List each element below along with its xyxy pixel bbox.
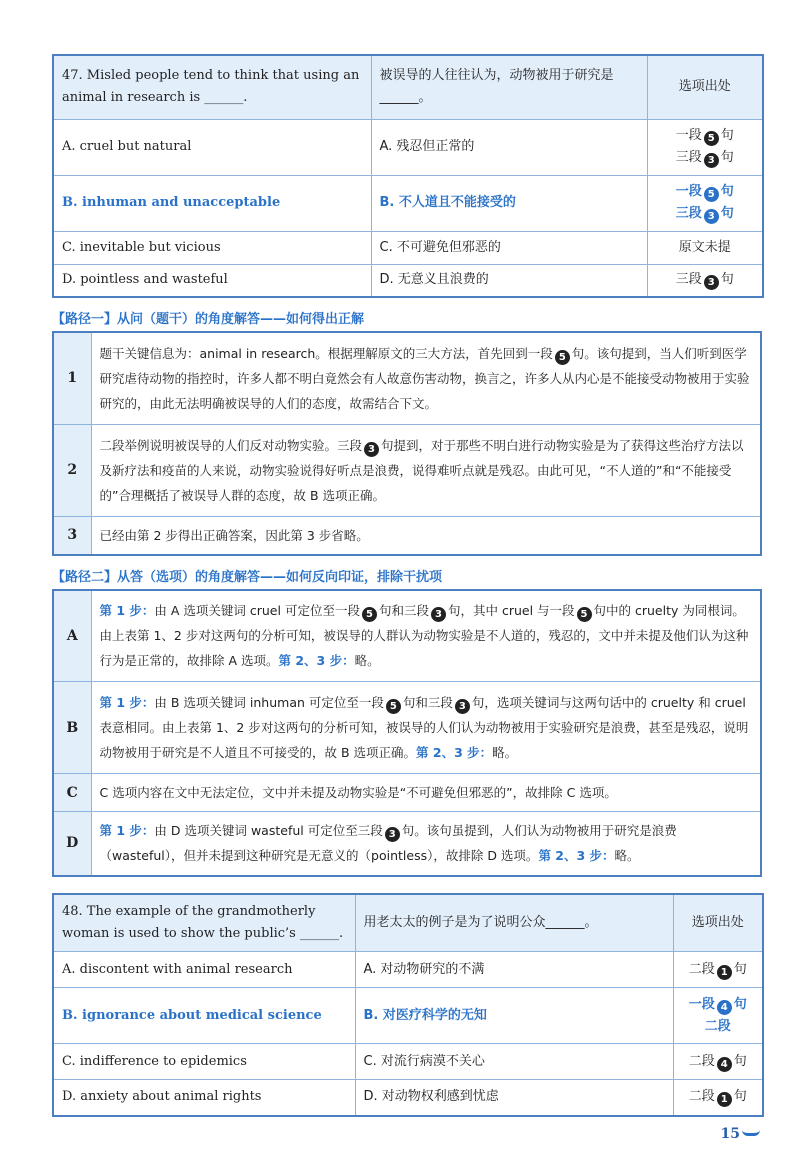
option-label: C xyxy=(53,774,91,812)
option-en: A. discontent with animal research xyxy=(53,952,355,988)
option-row-b-correct xyxy=(53,988,763,1044)
step-row xyxy=(53,332,761,424)
sentence-number-icon: 5 xyxy=(704,131,719,146)
path-two-table xyxy=(52,589,762,877)
option-cn: C. 对流行病漠不关心 xyxy=(355,1044,673,1080)
option-label: A xyxy=(53,590,91,682)
question-47-en: 47. Misled people tend to think that using an animal in research is ______. xyxy=(53,55,371,119)
option-analysis-text: 第 1 步：由 A 选项关键词 cruel 可定位至一段 5 句和三段 3 句，其中 cruel 与一段 5 句中的 cruelty 为同根词。由上表第 1、2 步对这两句的分析可知，被误导的人群认为动物实验是不人道的，残忍的，文中并未提及他们认为这种行为是正常的，故排除 A 选项。第 2、3 步：略。 xyxy=(91,590,761,682)
option-row-a xyxy=(53,119,763,175)
option-row-b-correct xyxy=(53,175,763,231)
sentence-number-icon: 3 xyxy=(704,275,719,290)
option-en: D. pointless and wasteful xyxy=(53,264,371,297)
step-text: 二段举例说明被误导的人们反对动物实验。三段 3 句提到，对于那些不明白进行动物实验是为了获得这些治疗方法以及新疗法和疫苗的人来说，动物实验说得好听点是浪费，说得难听点就是残忍。由此可见，“不人道的”和“不能接受的”合理概括了被误导人群的态度，故 B 选项正确。 xyxy=(91,424,761,516)
step-number: 1 xyxy=(53,332,91,424)
option-en: B. ignorance about medical science xyxy=(53,988,355,1044)
step-text: 题干关键信息为：animal in research。根据理解原文的三大方法，首先回到一段 5 句。该句提到，当人们听到医学研究虐待动物的指控时，许多人都不明白竟然会有人故意伤害动物，换言之，许多人从内心是不能接受动物被用于实验研究的，由此无法明确被误导的人们的态度，故需结合下文。 xyxy=(91,332,761,424)
sentence-number-icon: 1 xyxy=(717,965,732,980)
question-47-cn: 被误导的人往往认为，动物被用于研究是______。 xyxy=(371,55,647,119)
question-48-cn: 用老太太的例子是为了说明公众______。 xyxy=(355,894,673,952)
question-47-table xyxy=(52,54,764,298)
option-en: D. anxiety about animal rights xyxy=(53,1080,355,1116)
option-source: 一段 4 句 二段 xyxy=(673,988,763,1044)
sentence-number-icon: 3 xyxy=(385,827,400,842)
option-en: C. inevitable but vicious xyxy=(53,231,371,264)
option-source: 二段 4 句 xyxy=(673,1044,763,1080)
option-source: 二段 1 句 xyxy=(673,952,763,988)
option-cn: B. 不人道且不能接受的 xyxy=(371,175,647,231)
option-en: A. cruel but natural xyxy=(53,119,371,175)
swoosh-icon xyxy=(742,1130,760,1136)
option-analysis-text: C 选项内容在文中无法定位，文中并未提及动物实验是“不可避免但邪恶的”，故排除 C 选项。 xyxy=(91,774,761,812)
option-row-c xyxy=(53,1044,763,1080)
option-row-d xyxy=(53,264,763,297)
step-number: 3 xyxy=(53,516,91,555)
option-row-a xyxy=(53,952,763,988)
sentence-number-icon: 5 xyxy=(704,187,719,202)
sentence-number-icon: 5 xyxy=(555,350,570,365)
option-source: 一段 5 句 三段 3 句 xyxy=(647,175,763,231)
step-row xyxy=(53,424,761,516)
sentence-number-icon: 3 xyxy=(364,442,379,457)
option-analysis-row-a xyxy=(53,590,761,682)
option-source: 三段 3 句 xyxy=(647,264,763,297)
sentence-number-icon: 4 xyxy=(717,1057,732,1072)
option-source: 二段 1 句 xyxy=(673,1080,763,1116)
option-label: B xyxy=(53,682,91,774)
option-cn: A. 残忍但正常的 xyxy=(371,119,647,175)
option-source: 一段 5 句 三段 3 句 xyxy=(647,119,763,175)
sentence-number-icon: 3 xyxy=(704,209,719,224)
sentence-number-icon: 5 xyxy=(362,607,377,622)
option-en: C. indifference to epidemics xyxy=(53,1044,355,1080)
step-number: 2 xyxy=(53,424,91,516)
question-48-header-row xyxy=(53,894,763,952)
option-cn: D. 无意义且浪费的 xyxy=(371,264,647,297)
option-cn: D. 对动物权利感到忧虑 xyxy=(355,1080,673,1116)
option-row-d xyxy=(53,1080,763,1116)
option-cn: C. 不可避免但邪恶的 xyxy=(371,231,647,264)
option-label: D xyxy=(53,812,91,876)
path-one-table xyxy=(52,331,762,556)
sentence-number-icon: 5 xyxy=(577,607,592,622)
page-number: 15 xyxy=(721,1126,760,1142)
question-48-en: 48. The example of the grandmotherly woman is used to show the public’s ______. xyxy=(53,894,355,952)
sentence-number-icon: 5 xyxy=(386,699,401,714)
path-one-title: 【路径一】从问（题干）的角度解答——如何得出正解 xyxy=(52,312,365,327)
question-48-table xyxy=(52,893,764,1117)
step-row xyxy=(53,516,761,555)
source-header: 选项出处 xyxy=(673,894,763,952)
sentence-number-icon: 3 xyxy=(455,699,470,714)
question-47-header-row xyxy=(53,55,763,119)
source-header: 选项出处 xyxy=(647,55,763,119)
sentence-number-icon: 3 xyxy=(704,153,719,168)
option-cn: A. 对动物研究的不满 xyxy=(355,952,673,988)
sentence-number-icon: 4 xyxy=(717,1000,732,1015)
path-two-title: 【路径二】从答（选项）的角度解答——如何反向印证，排除干扰项 xyxy=(52,569,443,585)
step-text: 已经由第 2 步得出正确答案，因此第 3 步省略。 xyxy=(91,516,761,555)
sentence-number-icon: 3 xyxy=(431,607,446,622)
option-cn: B. 对医疗科学的无知 xyxy=(355,988,673,1044)
option-en: B. inhuman and unacceptable xyxy=(53,175,371,231)
sentence-number-icon: 1 xyxy=(717,1092,732,1107)
option-source: 原文未提 xyxy=(647,231,763,264)
option-analysis-row-c xyxy=(53,774,761,812)
option-analysis-row-d xyxy=(53,812,761,876)
option-analysis-row-b xyxy=(53,682,761,774)
option-row-c xyxy=(53,231,763,264)
option-analysis-text: 第 1 步：由 D 选项关键词 wasteful 可定位至三段 3 句。该句虽提到，人们认为动物被用于研究是浪费（wasteful），但并未提到这种研究是无意义的（pointless），故排除 D 选项。第 2、3 步：略。 xyxy=(91,812,761,876)
option-analysis-text: 第 1 步：由 B 选项关键词 inhuman 可定位至一段 5 句和三段 3 句，选项关键词与这两句话中的 cruelty 和 cruel 表意相同。由上表第 1、2 步对这两句的分析可知，被误导的人们认为动物被用于实验研究是浪费，甚至是残忍，说明动物被用于研究是不人道且不可接受的，故 B 选项正确。第 2、3 步：略。 xyxy=(91,682,761,774)
page-content xyxy=(52,54,762,1117)
